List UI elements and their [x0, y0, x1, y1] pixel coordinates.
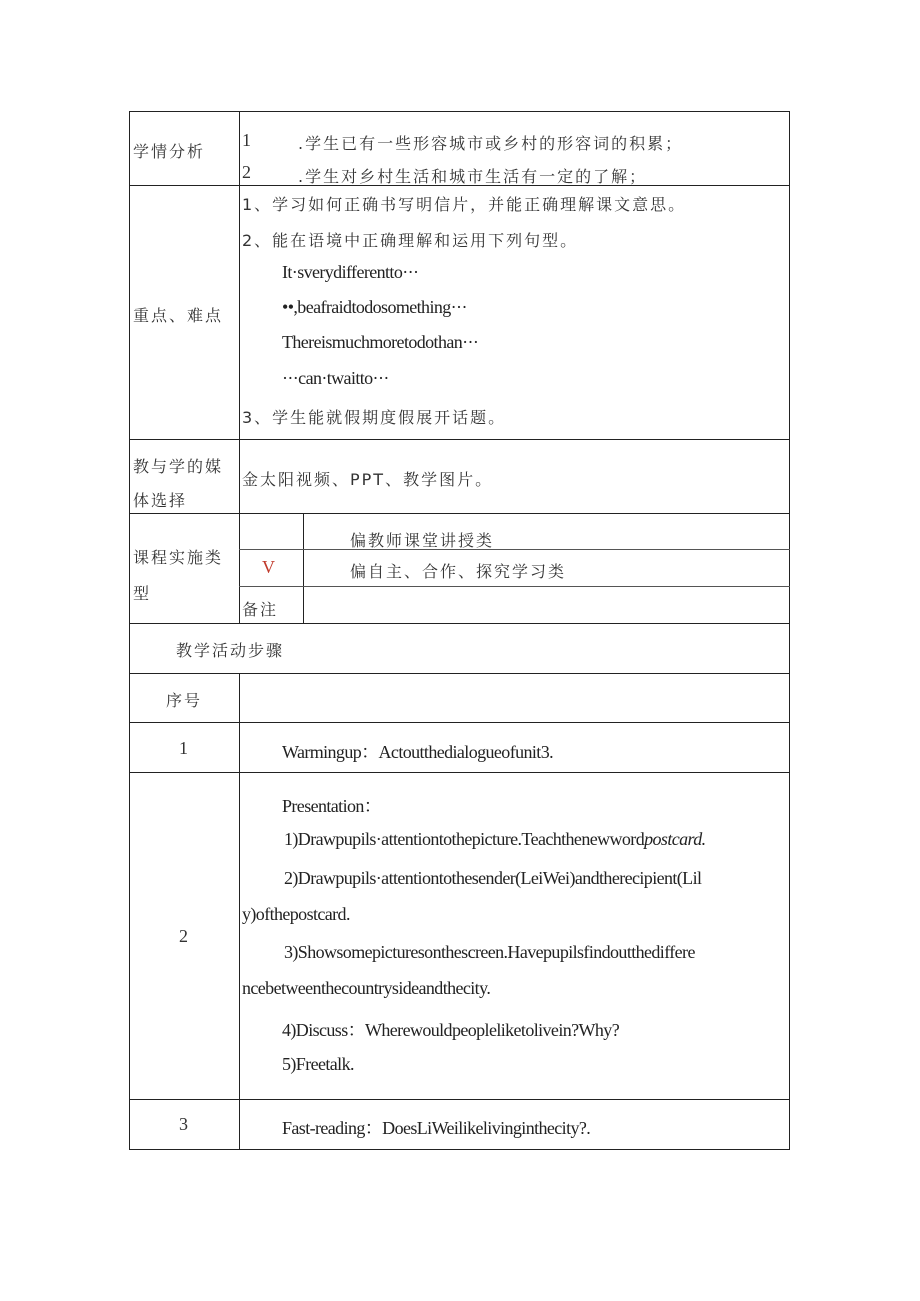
table-left-border — [129, 111, 130, 1150]
analysis-item-2-num: 2 — [242, 162, 251, 182]
table-right-border — [789, 111, 790, 1150]
course-note-label: 备注 — [242, 600, 279, 619]
rule-after-activities-title — [129, 673, 790, 674]
step-2-line-2b: y)ofthepostcard. — [242, 904, 350, 924]
media-label-line2: 体选择 — [133, 491, 188, 510]
rule-course-option1 — [239, 549, 790, 550]
media-label-line1: 教与学的媒 — [133, 457, 224, 476]
step-2-number: 2 — [179, 926, 188, 946]
label-column-divider-bottom — [239, 673, 240, 1150]
key-point-3: 3、学生能就假期度假展开话题。 — [242, 408, 507, 427]
sentence-pattern-3: Thereismuchmoretodothan··· — [282, 332, 479, 352]
step-1-number: 1 — [179, 738, 188, 758]
sequence-header: 序号 — [166, 691, 203, 710]
course-type-label-line2: 型 — [133, 584, 152, 603]
course-option-self-directed: 偏自主、合作、探究学习类 — [350, 562, 567, 581]
rule-after-media — [129, 513, 790, 514]
analysis-item-2-text: .学生对乡村生活和城市生活有一定的了解； — [298, 167, 648, 186]
step-1-text: Warmingup：Actoutthedialogueofunit3. — [282, 742, 553, 762]
course-option-teacher-led: 偏教师课堂讲授类 — [350, 531, 495, 550]
rule-top — [129, 111, 790, 112]
sentence-pattern-1: It·sverydifferentto··· — [282, 262, 419, 282]
step-3-text: Fast-reading：DoesLiWeilikelivinginthecity?. — [282, 1118, 591, 1138]
sentence-pattern-2: ••,beafraidtodosomething··· — [282, 297, 467, 317]
course-type-inner-divider — [303, 513, 304, 623]
key-points-label: 重点、难点 — [133, 306, 224, 325]
analysis-label: 学情分析 — [133, 142, 206, 161]
media-content: 金太阳视频、PPT、教学图片。 — [242, 470, 494, 489]
course-type-label-line1: 课程实施类 — [133, 548, 224, 567]
analysis-item-1-num: 1 — [242, 130, 251, 150]
step-2-line-1-italic: postcard. — [644, 829, 706, 849]
rule-course-option2 — [239, 586, 790, 587]
rule-after-course-type — [129, 623, 790, 624]
step-2-line-5: 5)Freetalk. — [282, 1054, 354, 1074]
activities-title: 教学活动步骤 — [176, 641, 285, 660]
label-column-divider-top — [239, 111, 240, 623]
rule-after-step1 — [129, 772, 790, 773]
step-2-line-2a: 2)Drawpupils·attentiontothesender(LeiWei)andtherecipient(Lil — [284, 868, 702, 888]
rule-after-step2 — [129, 1099, 790, 1100]
analysis-item-1-text: .学生已有一些形容城市或乡村的形容词的积累； — [298, 134, 684, 153]
step-2-line-3a: 3)Showsomepicturesonthescreen.Havepupilsfindoutthediffere — [284, 942, 695, 962]
rule-after-seq-header — [129, 722, 790, 723]
step-2-heading: Presentation： — [282, 796, 382, 816]
key-point-2: 2、能在语境中正确理解和运用下列句型。 — [242, 231, 579, 250]
step-3-number: 3 — [179, 1114, 188, 1134]
step-2-line-4: 4)Discuss：Wherewouldpeopleliketolivein?Why? — [282, 1020, 620, 1040]
step-2-line-1-prefix: 1)Drawpupils·attentiontothepicture.Teachthenewword — [284, 829, 645, 849]
step-2-line-3b: ncebetweenthecountrysideandthecity. — [242, 978, 491, 998]
step-2-line-1 — [284, 829, 706, 850]
rule-bottom — [129, 1149, 790, 1150]
sentence-pattern-4: ···can·twaitto··· — [282, 368, 389, 388]
course-option-check-mark: V — [262, 557, 275, 577]
rule-after-key-points — [129, 439, 790, 440]
key-point-1: 1、学习如何正确书写明信片，并能正确理解课文意思。 — [242, 195, 687, 214]
